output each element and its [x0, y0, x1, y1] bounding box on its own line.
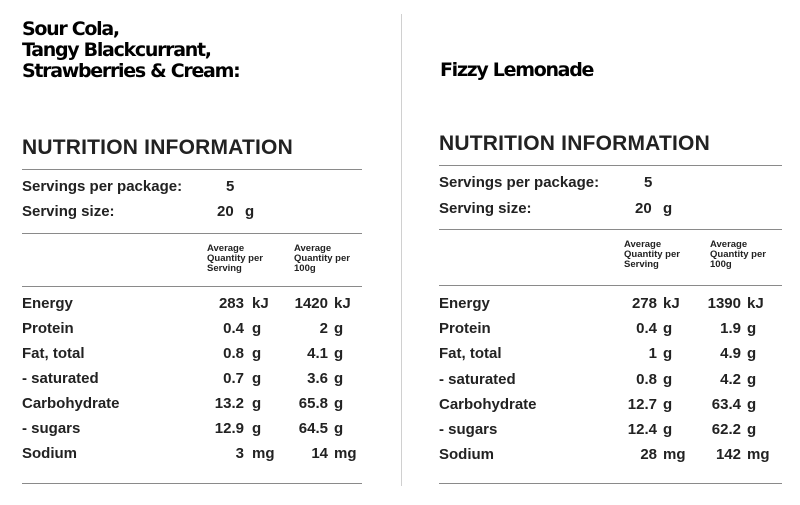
servings-per-package — [22, 178, 362, 198]
title-line: Strawberries & Cream: — [22, 60, 240, 82]
per-100g-unit: g — [334, 320, 344, 337]
per-serving-unit: g — [252, 345, 262, 362]
nutrient-row — [439, 295, 784, 315]
per-100g-unit: mg — [334, 445, 357, 462]
col-header-line: 100g — [294, 263, 316, 274]
per-100g-unit: g — [747, 370, 757, 388]
per-100g-unit: g — [334, 420, 344, 437]
per-serving-unit: g — [663, 345, 673, 363]
divider-rule — [439, 165, 782, 166]
servings-per-package — [439, 174, 782, 194]
nutrient-row — [22, 295, 367, 315]
per-serving-value: 1 — [648, 345, 657, 363]
servings-label: Servings per package: — [439, 174, 600, 191]
per-100g-value: 3.6 — [307, 370, 328, 387]
per-serving-unit: g — [663, 320, 673, 338]
per-serving-value: 28 — [640, 446, 657, 464]
nutrient-label: Sodium — [22, 445, 77, 462]
per-100g-value: 64.5 — [298, 420, 328, 437]
nutrient-label: - saturated — [22, 370, 99, 387]
serving-size — [439, 200, 782, 220]
per-serving-value: 12.9 — [214, 420, 244, 437]
divider-rule — [22, 483, 362, 484]
per-serving-unit: g — [663, 395, 673, 413]
col-header-line: Average — [710, 239, 748, 250]
nutrient-row — [22, 320, 367, 340]
panel-fizzy-lemonade — [403, 0, 800, 505]
per-serving-unit: g — [663, 370, 673, 388]
nutrient-label: Carbohydrate — [439, 395, 537, 413]
nutrient-row — [22, 345, 367, 365]
per-100g-value: 1420 — [294, 295, 328, 312]
product-title — [22, 19, 239, 82]
col-header-line: Average — [624, 239, 662, 250]
nutrient-label: - sugars — [22, 420, 81, 437]
per-100g-value: 63.4 — [711, 395, 741, 413]
nutrient-label: Fat, total — [22, 345, 85, 362]
nutrient-row — [22, 395, 367, 415]
per-serving-value: 0.4 — [636, 320, 657, 338]
per-serving-value: 0.8 — [636, 370, 657, 388]
per-serving-unit: kJ — [663, 295, 680, 312]
col-header-line: Average — [294, 243, 332, 254]
servings-value: 5 — [644, 174, 653, 191]
col-header-line: Serving — [207, 263, 242, 274]
per-100g-value: 4.2 — [720, 370, 741, 388]
product-title — [440, 60, 593, 81]
per-100g-unit: g — [334, 395, 344, 412]
col-header-line: 100g — [710, 259, 732, 270]
nutrient-label: Energy — [439, 295, 490, 312]
serving-size — [22, 203, 362, 223]
per-100g-value: 4.1 — [307, 345, 328, 362]
per-serving-value: 0.7 — [223, 370, 244, 387]
nutrient-label: Fat, total — [439, 345, 502, 363]
per-100g-value: 1.9 — [720, 320, 741, 338]
nutrient-label: Carbohydrate — [22, 395, 120, 412]
per-100g-value: 14 — [311, 445, 328, 462]
divider-rule — [439, 229, 782, 230]
per-100g-unit: g — [747, 320, 757, 338]
per-100g-unit: kJ — [747, 295, 764, 312]
nutrient-row — [439, 320, 784, 340]
per-serving-value: 12.7 — [627, 395, 657, 413]
divider-rule — [22, 233, 362, 234]
column-header-per-serving — [624, 240, 680, 270]
nutrient-row — [439, 371, 784, 391]
per-serving-value: 0.4 — [223, 320, 244, 337]
nutrient-label: Energy — [22, 295, 73, 312]
per-serving-unit: mg — [252, 445, 275, 462]
divider-rule — [22, 169, 362, 170]
size-label: Serving size: — [22, 203, 115, 220]
per-100g-unit: g — [747, 395, 757, 413]
servings-value: 5 — [226, 178, 235, 195]
per-100g-unit: mg — [747, 446, 770, 464]
nutrient-label: Protein — [22, 320, 74, 337]
per-100g-value: 142 — [715, 446, 741, 464]
per-100g-unit: g — [747, 345, 757, 363]
nutrient-label: - saturated — [439, 370, 516, 388]
per-100g-unit: g — [747, 421, 757, 438]
nutrition-heading: NUTRITION INFORMATION — [22, 136, 293, 159]
per-serving-value: 3 — [235, 445, 244, 462]
nutrient-row — [439, 396, 784, 416]
column-header-per-100g — [294, 244, 350, 274]
col-header-line: Quantity per — [710, 249, 766, 260]
divider-rule — [439, 285, 782, 286]
nutrient-label: Protein — [439, 320, 491, 338]
col-header-line: Quantity per — [294, 253, 350, 264]
nutrient-row — [439, 421, 784, 441]
per-100g-unit: kJ — [334, 295, 351, 312]
per-100g-value: 62.2 — [711, 421, 741, 438]
per-serving-unit: g — [252, 370, 262, 387]
servings-label: Servings per package: — [22, 178, 183, 195]
size-value: 20 — [635, 200, 652, 217]
per-100g-value: 4.9 — [720, 345, 741, 363]
nutrition-heading: NUTRITION INFORMATION — [439, 132, 710, 155]
title-line: Fizzy Lemonade — [440, 59, 594, 81]
per-serving-unit: g — [663, 421, 673, 438]
per-serving-value: 278 — [631, 295, 657, 312]
per-100g-unit: g — [334, 345, 344, 362]
nutrient-label: Sodium — [439, 446, 494, 464]
panel-divider — [401, 14, 402, 486]
nutrient-label: - sugars — [439, 421, 498, 438]
per-serving-unit: g — [252, 320, 262, 337]
column-header-per-serving — [207, 244, 263, 274]
divider-rule — [22, 286, 362, 287]
nutrient-row — [439, 446, 784, 466]
col-header-line: Quantity per — [207, 253, 263, 264]
nutrient-row — [22, 445, 367, 465]
per-serving-unit: kJ — [252, 295, 269, 312]
col-header-line: Average — [207, 243, 245, 254]
col-header-line: Quantity per — [624, 249, 680, 260]
nutrient-row — [439, 345, 784, 365]
per-serving-value: 0.8 — [223, 345, 244, 362]
nutrient-row — [22, 420, 367, 440]
per-serving-unit: g — [252, 395, 262, 412]
size-unit: g — [245, 203, 255, 220]
per-100g-value: 2 — [319, 320, 328, 337]
per-serving-value: 12.4 — [627, 421, 657, 438]
per-serving-unit: mg — [663, 446, 686, 464]
size-label: Serving size: — [439, 200, 532, 217]
divider-rule — [439, 483, 782, 484]
column-header-per-100g — [710, 240, 766, 270]
size-unit: g — [663, 200, 673, 217]
per-100g-unit: g — [334, 370, 344, 387]
title-line: Sour Cola, — [22, 18, 119, 40]
size-value: 20 — [217, 203, 234, 220]
title-line: Tangy Blackcurrant, — [22, 39, 211, 61]
per-100g-value: 65.8 — [298, 395, 328, 412]
per-100g-value: 1390 — [707, 295, 741, 312]
per-serving-unit: g — [252, 420, 262, 437]
col-header-line: Serving — [624, 259, 659, 270]
nutrient-row — [22, 370, 367, 390]
per-serving-value: 13.2 — [214, 395, 244, 412]
per-serving-value: 283 — [218, 295, 244, 312]
